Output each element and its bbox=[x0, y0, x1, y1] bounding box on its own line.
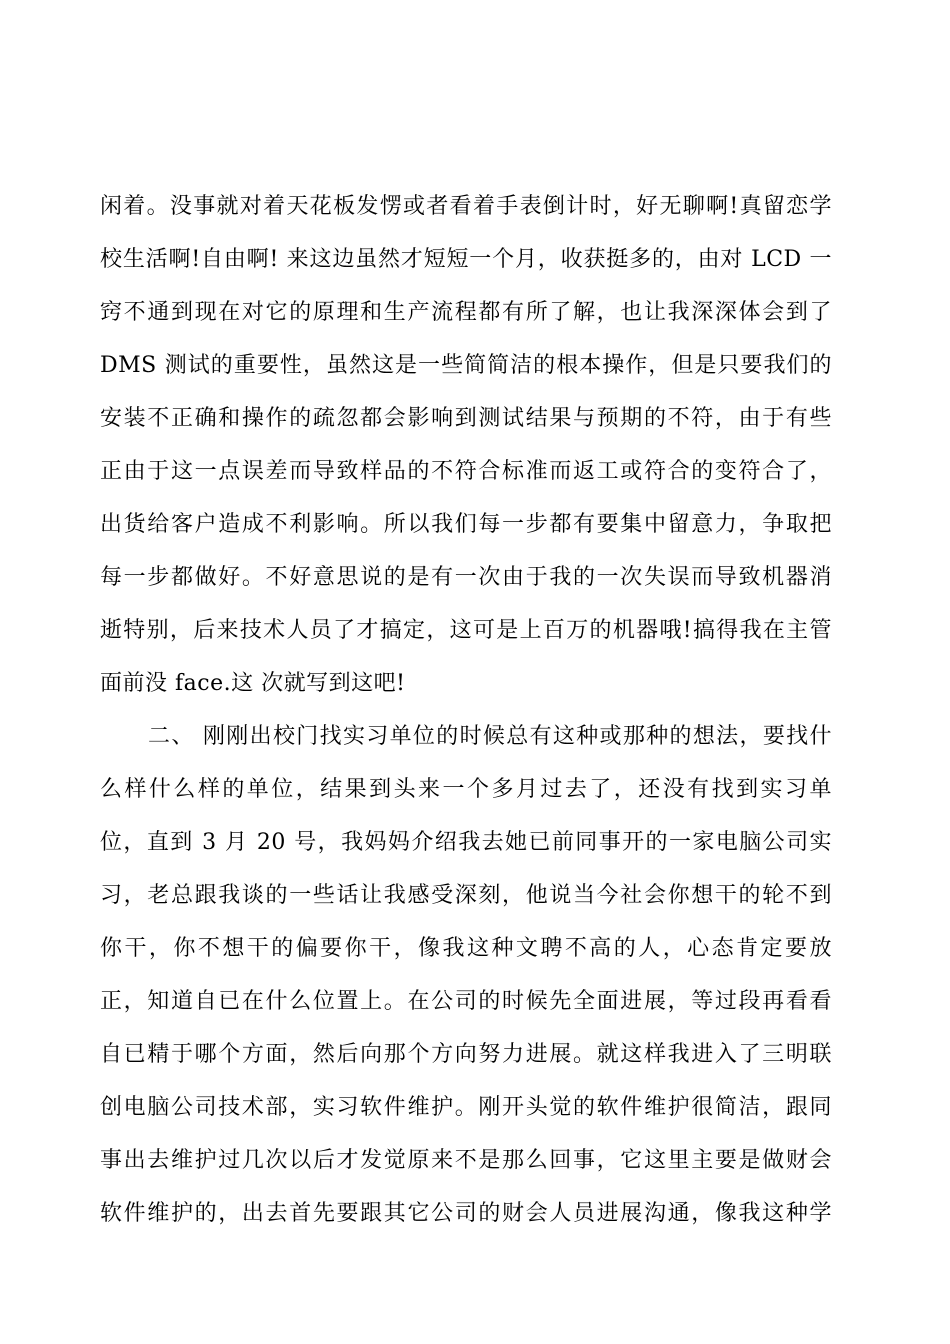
paragraph-line: 你干，你不想干的偏要你干，像我这种文聘不高的人，心态肯定要放 bbox=[100, 936, 832, 961]
paragraph-line: 正由于这一点误差而导致样品的不符合标准而返工或符合的变符合了， bbox=[100, 459, 832, 484]
paragraph-line: 逝特别，后来技术人员了才搞定，这可是上百万的机器哦!搞得我在主管 bbox=[100, 618, 832, 643]
paragraph-line: 出货给客户造成不利影响。所以我们每一步都有要集中留意力，争取把 bbox=[100, 512, 832, 537]
paragraph-line: 自已精于哪个方面，然后向那个方向努力进展。就这样我进入了三明联 bbox=[100, 1042, 832, 1067]
paragraph-line: DMS 测试的重要性，虽然这是一些简简洁的根本操作，但是只要我们的 bbox=[100, 353, 832, 378]
paragraph-line: 位，直到 3 月 20 号，我妈妈介绍我去她已前同事开的一家电脑公司实 bbox=[100, 830, 832, 855]
paragraph-line: 么样什么样的单位，结果到头来一个多月过去了，还没有找到实习单 bbox=[100, 777, 832, 802]
paragraph-line: 面前没 face.这 次就写到这吧! bbox=[100, 671, 406, 696]
paragraph-line: 习，老总跟我谈的一些话让我感受深刻，他说当今社会你想干的轮不到 bbox=[100, 883, 832, 908]
paragraph-line: 二、 刚刚出校门找实习单位的时候总有这种或那种的想法，要找什 bbox=[148, 724, 832, 749]
paragraph-line: 窍不通到现在对它的原理和生产流程都有所了解，也让我深深体会到了 bbox=[100, 300, 832, 325]
paragraph-line: 每一步都做好。不好意思说的是有一次由于我的一次失误而导致机器消 bbox=[100, 565, 832, 590]
paragraph-line: 软件维护的，出去首先要跟其它公司的财会人员进展沟通，像我这种学 bbox=[100, 1201, 832, 1226]
paragraph-line: 安装不正确和操作的疏忽都会影响到测试结果与预期的不符，由于有些 bbox=[100, 406, 832, 431]
paragraph-line: 正，知道自已在什么位置上。在公司的时候先全面进展，等过段再看看 bbox=[100, 989, 832, 1014]
paragraph-line: 校生活啊!自由啊! 来这边虽然才短短一个月，收获挺多的，由对 LCD 一 bbox=[100, 247, 832, 272]
paragraph-line: 闲着。没事就对着天花板发愣或者看着手表倒计时，好无聊啊!真留恋学 bbox=[100, 194, 832, 219]
paragraph-line: 事出去维护过几次以后才发觉原来不是那么回事，它这里主要是做财会 bbox=[100, 1148, 832, 1173]
paragraph-line: 创电脑公司技术部，实习软件维护。刚开头觉的软件维护很简洁，跟同 bbox=[100, 1095, 832, 1120]
